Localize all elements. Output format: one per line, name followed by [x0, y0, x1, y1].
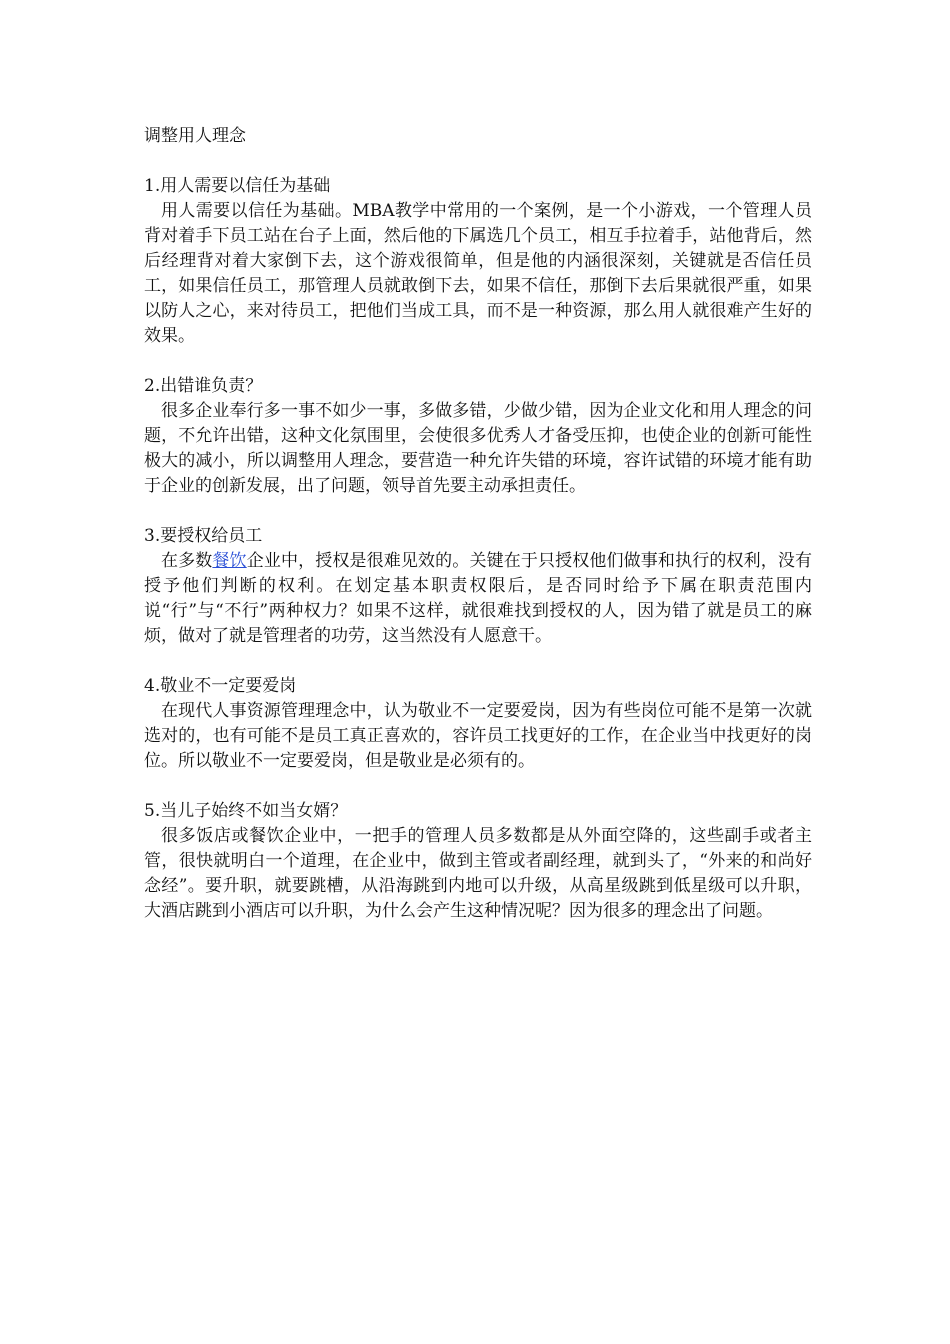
paragraph-text-after-link: 企业中，授权是很难见效的。关键在于只授权他们做事和执行的权利，没有授予他们判断的权利。在划定基本职责权限后，是否同时给予下属在职责范围内说“行”与“不行”两种权力？如果不这样，就很难找到授权的人，因为错了就是员工的麻烦，做对了就是管理者的功劳，这当然没有人愿意干。: [144, 551, 813, 646]
section-1: [144, 174, 812, 349]
paragraph-text-before-link: 在多数: [161, 551, 213, 571]
section-paragraph: 在现代人事资源管理理念中，认为敬业不一定要爱岗，因为有些岗位可能不是第一次就选对的，也有可能不是员工真正喜欢的，容许员工找更好的工作，在企业当中找更好的岗位。所以敬业不一定要爱岗，但是敬业是必须有的。: [144, 701, 812, 771]
section-5: [144, 799, 812, 924]
section-heading: 1.用人需要以信任为基础: [144, 176, 331, 196]
section-paragraph: [144, 549, 812, 649]
section-paragraph: 很多企业奉行多一事不如少一事，多做多错，少做少错，因为企业文化和用人理念的问题，不允许出错，这种文化氛围里，会使很多优秀人才备受压抑，也使企业的创新可能性极大的减小，所以调整用人理念，要营造一种允许失错的环境，容许试错的环境才能有助于企业的创新发展，出了问题，领导首先要主动承担责任。: [144, 401, 812, 496]
section-heading: 5.当儿子始终不如当女婿？: [144, 801, 348, 821]
document-title: 调整用人理念: [144, 126, 246, 146]
section-3: [144, 524, 812, 649]
section-heading: 4.敬业不一定要爱岗: [144, 676, 297, 696]
section-2: [144, 374, 812, 499]
document-body: [144, 124, 812, 949]
section-4: [144, 674, 812, 774]
section-paragraph: 很多饭店或餐饮企业中，一把手的管理人员多数都是从外面空降的，这些副手或者主管，很快就明白一个道理，在企业中，做到主管或者副经理，就到头了，“外来的和尚好念经”。要升职，就要跳槽，从沿海跳到内地可以升级，从高星级跳到低星级可以升职，大酒店跳到小酒店可以升职，为什么会产生这种情况呢？因为很多的理念出了问题。: [144, 826, 812, 921]
section-heading: 2.出错谁负责？: [144, 376, 263, 396]
section-heading: 3.要授权给员工: [144, 526, 263, 546]
catering-link[interactable]: 餐饮: [212, 551, 247, 571]
section-paragraph: 用人需要以信任为基础。MBA教学中常用的一个案例，是一个小游戏，一个管理人员背对着手下员工站在台子上面，然后他的下属选几个员工，相互手拉着手，站他背后，然后经理背对着大家倒下去，这个游戏很简单，但是他的内涵很深刻，关键就是否信任员工，如果信任员工，那管理人员就敢倒下去，如果不信任，那倒下去后果就很严重，如果以防人之心，来对待员工，把他们当成工具，而不是一种资源，那么用人就很难产生好的效果。: [144, 201, 812, 346]
